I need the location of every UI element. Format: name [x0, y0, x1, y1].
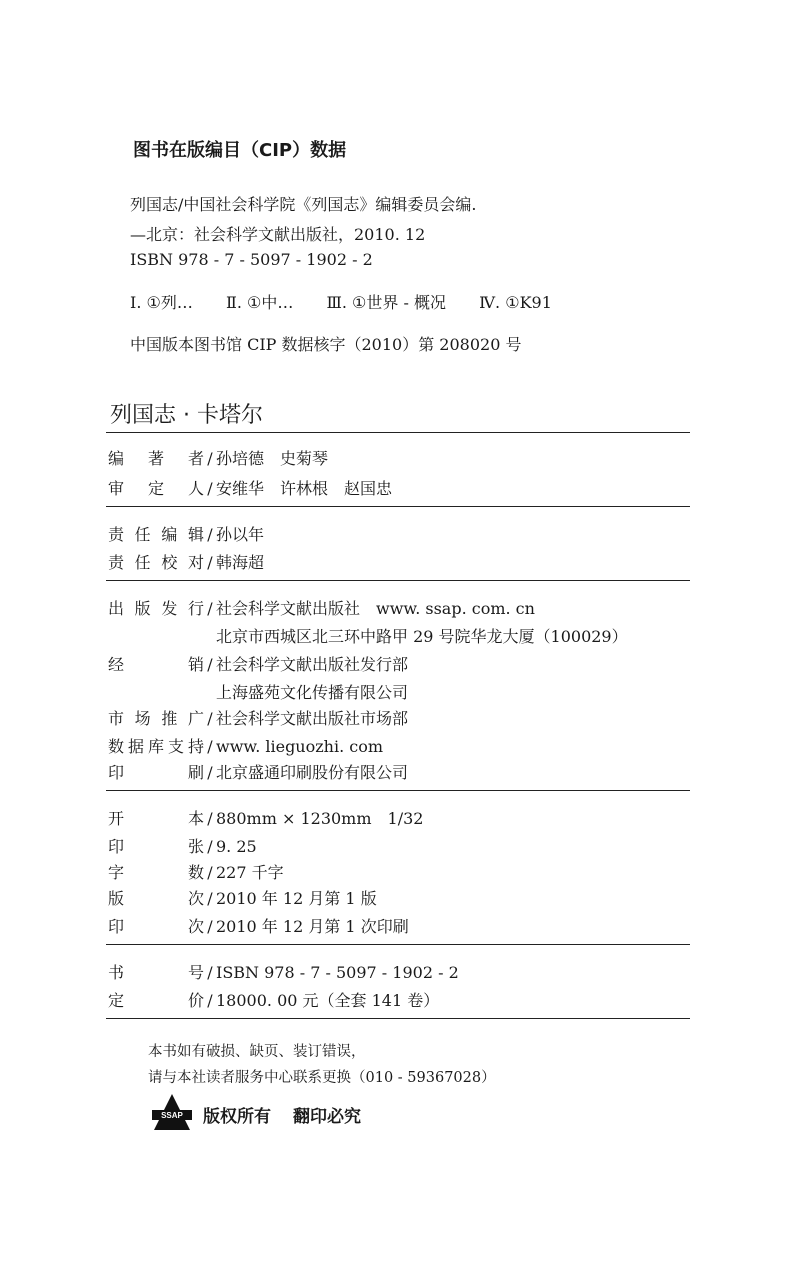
- proof-label: 责任校对: [108, 553, 204, 572]
- price-label: 定 价: [108, 991, 204, 1010]
- editor-label: 责任编辑: [108, 525, 204, 544]
- words-row: 字 数 / 227 千字: [108, 860, 284, 883]
- cip-heading: 图书在版编目（CIP）数据: [133, 140, 347, 161]
- cip-line-3: ISBN 978 - 7 - 5097 - 1902 - 2: [130, 250, 373, 269]
- sheets-row: 印 张 / 9. 25: [108, 834, 257, 857]
- printing-value: 2010 年 12 月第 1 次印刷: [216, 917, 409, 936]
- publisher-value: 社会科学文献出版社 www. ssap. com. cn: [216, 599, 535, 618]
- class-item-1: Ⅰ. ①列…: [130, 293, 193, 312]
- cip-verification: 中国版本图书馆 CIP 数据核字（2010）第 208020 号: [130, 335, 522, 354]
- distributor-value: 社会科学文献出版社发行部: [216, 655, 409, 674]
- marketing-row: 市场推广 / 社会科学文献出版社市场部: [108, 706, 408, 729]
- divider: [106, 1018, 690, 1019]
- publisher-label: 出版发行: [108, 599, 204, 618]
- distributor-row: 经 销 / 社会科学文献出版社发行部: [108, 652, 408, 675]
- divider: [106, 506, 690, 507]
- publisher-row: 出版发行 / 社会科学文献出版社 www. ssap. com. cn: [108, 596, 535, 619]
- words-label: 字 数: [108, 863, 204, 882]
- credit-row-authors: 编 著 者 / 孙培德 史菊琴: [108, 446, 328, 469]
- editor-value: 孙以年: [216, 525, 265, 544]
- editor-row: 责任编辑 / 孙以年: [108, 522, 264, 545]
- publisher-address: 北京市西城区北三环中路甲 29 号院华龙大厦（100029）: [216, 627, 628, 646]
- notice-line-1: 本书如有破损、缺页、装订错误，: [148, 1044, 366, 1060]
- database-value: www. lieguozhi. com: [216, 737, 384, 756]
- authors-label: 编 著 者: [108, 449, 204, 468]
- isbn-label: 书 号: [108, 963, 204, 982]
- cip-line-1: 列国志/中国社会科学院《列国志》编辑委员会编.: [130, 195, 477, 214]
- book-title: 列国志 · 卡塔尔: [110, 403, 263, 428]
- divider: [106, 790, 690, 791]
- printing-row: 印 次 / 2010 年 12 月第 1 次印刷: [108, 914, 409, 937]
- price-value: 18000. 00 元（全套 141 卷）: [216, 991, 440, 1010]
- all-rights-reserved: 版权所有: [203, 1107, 271, 1127]
- edition-row: 版 次 / 2010 年 12 月第 1 版: [108, 886, 377, 909]
- credit-row-reviewers: 审 定 人 / 安维华 许林根 赵国忠: [108, 476, 392, 499]
- format-row: 开 本 / 880mm × 1230mm 1/32: [108, 806, 423, 829]
- marketing-label: 市场推广: [108, 709, 204, 728]
- divider: [106, 432, 690, 433]
- divider: [106, 580, 690, 581]
- authors-value: 孙培德 史菊琴: [216, 449, 329, 468]
- isbn-row: 书 号 / ISBN 978 - 7 - 5097 - 1902 - 2: [108, 960, 459, 983]
- isbn-value: ISBN 978 - 7 - 5097 - 1902 - 2: [216, 963, 459, 982]
- printer-label: 印 刷: [108, 763, 204, 782]
- sheets-value: 9. 25: [216, 837, 257, 856]
- printer-value: 北京盛通印刷股份有限公司: [216, 763, 409, 782]
- edition-label: 版 次: [108, 889, 204, 908]
- sheets-label: 印 张: [108, 837, 204, 856]
- no-copy-notice: 翻印必究: [293, 1107, 361, 1127]
- printer-row: 印 刷 / 北京盛通印刷股份有限公司: [108, 760, 408, 783]
- reviewers-label: 审 定 人: [108, 479, 204, 498]
- database-row: 数据库支持 / www. lieguozhi. com: [108, 734, 383, 757]
- cip-line-2: —北京：社会科学文献出版社，2010. 12: [130, 225, 426, 244]
- words-value: 227 千字: [216, 863, 284, 882]
- cip-classification: [130, 290, 580, 313]
- format-label: 开 本: [108, 809, 204, 828]
- distributor-value-2: 上海盛苑文化传播有限公司: [216, 683, 409, 702]
- proof-value: 韩海超: [216, 553, 265, 572]
- database-label: 数据库支持: [108, 737, 204, 756]
- logo-text: SSAP: [161, 1111, 183, 1120]
- class-item-4: Ⅳ. ①K91: [479, 293, 552, 312]
- ssap-logo: [152, 1092, 192, 1132]
- printing-label: 印 次: [108, 917, 204, 936]
- class-item-2: Ⅱ. ①中…: [225, 293, 294, 312]
- distributor-label: 经 销: [108, 655, 204, 674]
- notice-line-2: 请与本社读者服务中心联系更换（010 - 59367028）: [148, 1070, 496, 1086]
- proof-row: 责任校对 / 韩海超: [108, 550, 264, 573]
- divider: [106, 944, 690, 945]
- rights-notice: [203, 1102, 383, 1127]
- class-item-3: Ⅲ. ①世界 - 概况: [326, 293, 446, 312]
- format-value: 880mm × 1230mm 1/32: [216, 809, 424, 828]
- marketing-value: 社会科学文献出版社市场部: [216, 709, 409, 728]
- edition-value: 2010 年 12 月第 1 版: [216, 889, 377, 908]
- price-row: 定 价 / 18000. 00 元（全套 141 卷）: [108, 988, 439, 1011]
- reviewers-value: 安维华 许林根 赵国忠: [216, 479, 393, 498]
